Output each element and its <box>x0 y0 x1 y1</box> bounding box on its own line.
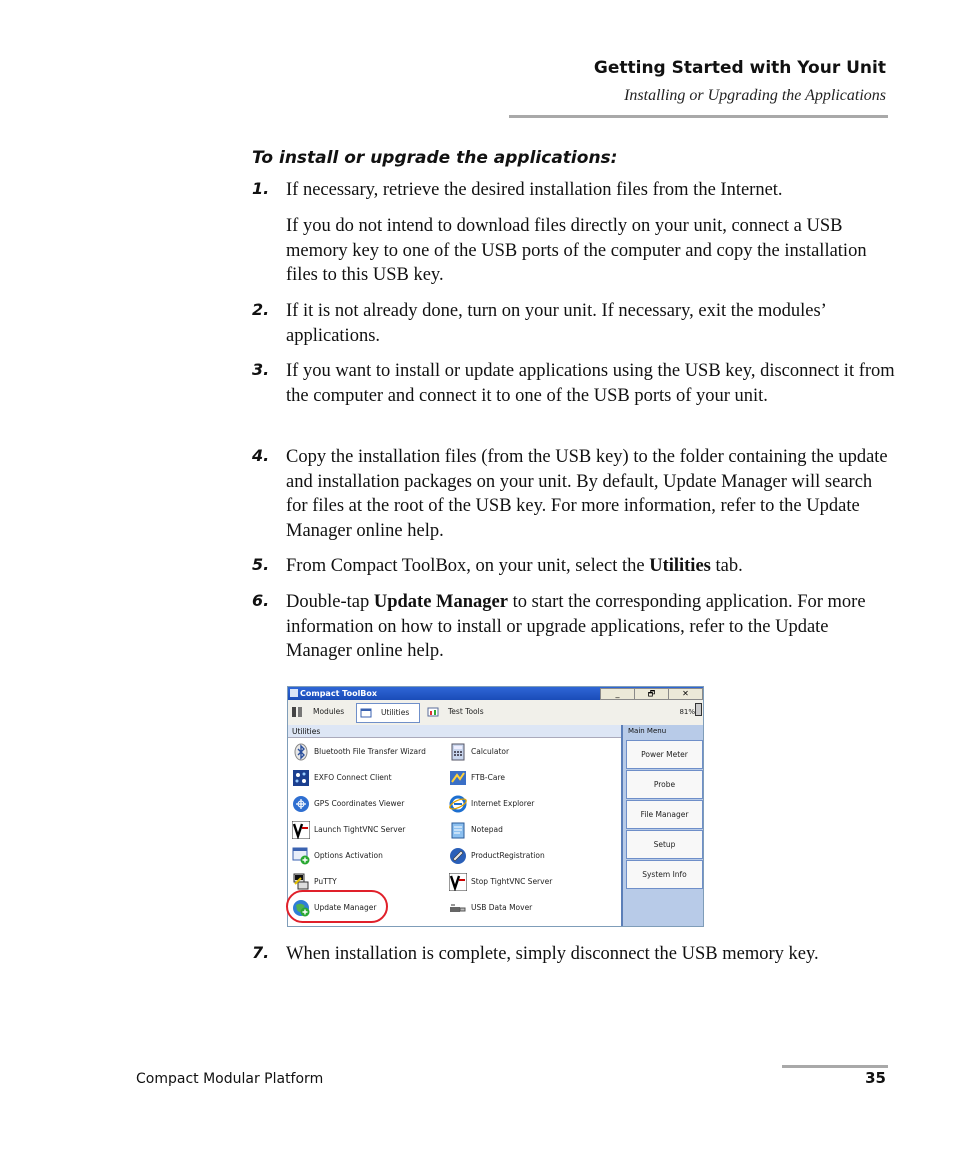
step-text: If you do not intend to download files directly on your unit, connect a USB memory key to one of the USB ports of the computer and copy the installation files to this USB key. <box>286 216 867 285</box>
tab-label: Test Tools <box>448 707 484 716</box>
step-6 <box>252 590 896 664</box>
step-number: 1. <box>252 179 270 198</box>
app-label: Stop TightVNC Server <box>471 877 553 886</box>
step-text-bold: Update Manager <box>373 592 508 612</box>
step-text-pre: From Compact ToolBox, on your unit, select the <box>286 556 650 576</box>
step-1 <box>252 178 896 203</box>
step-2 <box>252 299 896 348</box>
power-meter-button[interactable]: Power Meter <box>626 740 703 769</box>
calculator-icon <box>449 743 467 761</box>
tab-label: Utilities <box>381 708 410 717</box>
utilities-icon <box>360 707 372 719</box>
app-label: FTB-Care <box>471 773 505 782</box>
usb-data-mover-icon <box>449 899 467 917</box>
step-number: 3. <box>252 360 270 379</box>
notepad-icon <box>449 821 467 839</box>
step-5 <box>252 554 896 579</box>
step-4 <box>252 445 896 543</box>
tab-modules[interactable] <box>291 703 353 721</box>
main-menu-panel <box>621 725 704 926</box>
app-label: Launch TightVNC Server <box>314 825 406 834</box>
probe-button[interactable]: Probe <box>626 770 703 799</box>
step-text-pre: Double-tap <box>286 592 374 612</box>
exfo-connect-icon <box>292 769 310 787</box>
main-menu-header: Main Menu <box>628 727 667 735</box>
update-manager-highlight <box>286 890 388 923</box>
utilities-section-header: Utilities <box>288 725 621 738</box>
app-label: USB Data Mover <box>471 903 533 912</box>
step-7 <box>252 942 896 967</box>
step-number: 2. <box>252 300 270 319</box>
page-number: 35 <box>865 1069 886 1087</box>
restore-button[interactable]: 🗗 <box>634 688 669 700</box>
step-text: If you want to install or update applications using the USB key, disconnect it from the computer and connect it to one of the USB ports of your unit. <box>286 361 895 406</box>
footer-rule <box>782 1065 888 1068</box>
tab-bar <box>288 700 703 726</box>
step-text: When installation is complete, simply disconnect the USB memory key. <box>286 944 819 964</box>
step-text: If necessary, retrieve the desired installation files from the Internet. <box>286 180 783 200</box>
chapter-title: Getting Started with Your Unit <box>593 58 886 78</box>
step-number: 6. <box>252 591 270 610</box>
app-label: Internet Explorer <box>471 799 535 808</box>
step-number: 5. <box>252 555 270 574</box>
step-text: Copy the installation files (from the USB key) to the folder containing the update and installation packages on your unit. By default, Update Manager will search for files at the root of the USB key. For more information, refer to the Update Manager online help. <box>286 447 888 541</box>
system-info-button[interactable]: System Info <box>626 860 703 889</box>
tab-test-tools[interactable] <box>424 703 504 721</box>
modules-icon <box>291 706 303 718</box>
app-label: Bluetooth File Transfer Wizard <box>314 747 426 756</box>
product-registration-icon <box>449 847 467 865</box>
gps-icon <box>292 795 310 813</box>
app-label: ProductRegistration <box>471 851 545 860</box>
window-titlebar <box>288 687 703 700</box>
app-label: PuTTY <box>314 877 337 886</box>
tab-utilities[interactable] <box>356 703 420 723</box>
step-text: If it is not already done, turn on your unit. If necessary, exit the modules’ applications. <box>286 301 826 346</box>
step-text-bold: Utilities <box>649 556 711 576</box>
step-number: 7. <box>252 943 270 962</box>
tab-label: Modules <box>313 707 345 716</box>
ftb-care-icon <box>449 769 467 787</box>
app-label: Update Manager <box>314 903 377 912</box>
battery-level: 81% <box>679 708 695 716</box>
app-label: EXFO Connect Client <box>314 773 392 782</box>
step-text-post: to start the corresponding application. For more information on how to install or upgrade applications, refer to the Update Manager online help. <box>286 592 866 661</box>
header-rule <box>509 115 888 118</box>
step-number: 4. <box>252 446 270 465</box>
window-title: Compact ToolBox <box>300 689 378 698</box>
procedure-title: To install or upgrade the applications: <box>252 148 618 168</box>
step-text-post: tab. <box>710 556 743 576</box>
app-label: GPS Coordinates Viewer <box>314 799 405 808</box>
battery-icon <box>695 703 702 716</box>
close-button[interactable]: ✕ <box>668 688 703 700</box>
options-activation-icon <box>292 847 310 865</box>
internet-explorer-icon <box>449 795 467 813</box>
file-manager-button[interactable]: File Manager <box>626 800 703 829</box>
app-window-icon <box>290 689 298 697</box>
app-label: Notepad <box>471 825 503 834</box>
footer-product: Compact Modular Platform <box>136 1071 324 1087</box>
app-label: Options Activation <box>314 851 383 860</box>
minimize-button[interactable]: _ <box>600 688 635 700</box>
test-tools-icon <box>427 706 439 718</box>
step-1-note <box>286 214 896 288</box>
vnc-icon <box>292 821 310 839</box>
bluetooth-icon <box>292 743 310 761</box>
putty-icon <box>292 873 310 891</box>
setup-button[interactable]: Setup <box>626 830 703 859</box>
step-3 <box>252 359 896 408</box>
section-title: Installing or Upgrading the Applications <box>624 87 886 104</box>
app-label: Calculator <box>471 747 510 756</box>
vnc-stop-icon <box>449 873 467 891</box>
